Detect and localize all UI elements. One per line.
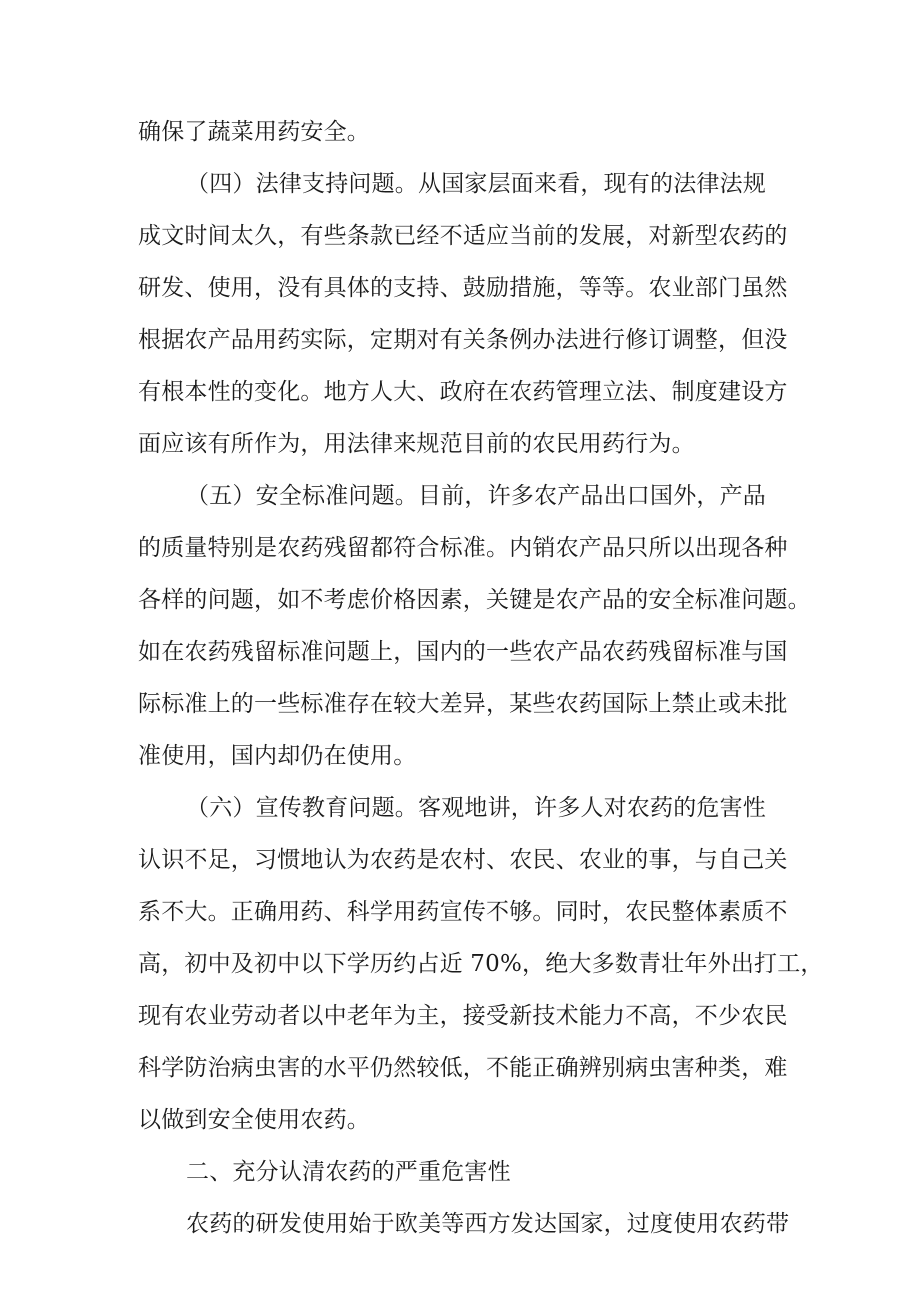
text-line: 农药的研发使用始于欧美等西方发达国家，过度使用农药带 [186,1211,790,1237]
text-line: （六）宣传教育问题。客观地讲，许多人对农药的危害性 [186,795,766,821]
text-line: 系不大。正确用药、科学用药宣传不够。同时，农民整体素质不 [138,899,788,925]
text-line: 高，初中及初中以下学历约占近 70%，绝大多数青壮年外出打工， [138,951,824,977]
text-line: 各样的问题，如不考虑价格因素，关键是农产品的安全标准问题。 [138,587,811,613]
text-line: 的质量特别是农药残留都符合标准。内销农产品只所以出现各种 [138,535,788,561]
text-line: 准使用，国内却仍在使用。 [138,743,417,769]
text-line: 现有农业劳动者以中老年为主，接受新技术能力不高，不少农民 [138,1003,788,1029]
document-body [138,106,824,1250]
paragraph-continuation [138,106,798,158]
text-line: （四）法律支持问题。从国家层面来看，现有的法律法规 [186,171,766,197]
text-line: 确保了蔬菜用药安全。 [138,119,370,145]
section-heading [138,1146,798,1198]
text-line: 科学防治病虫害的水平仍然较低，不能正确辨别病虫害种类，难 [138,1055,788,1081]
text-line: 根据农产品用药实际，定期对有关条例办法进行修订调整，但没 [138,327,788,353]
text-line: 际标准上的一些标准存在较大差异，某些农药国际上禁止或未批 [138,691,788,717]
text-line: 研发、使用，没有具体的支持、鼓励措施，等等。农业部门虽然 [138,275,788,301]
paragraph-pesticide-origin [138,1198,798,1250]
text-line: （五）安全标准问题。目前，许多农产品出口国外，产品 [186,483,766,509]
section-title: 二、充分认清农药的严重危害性 [186,1159,511,1185]
text-line: 成文时间太久，有些条款已经不适应当前的发展，对新型农药的 [138,223,788,249]
paragraph-publicity-education [138,782,824,1146]
text-line: 面应该有所作为，用法律来规范目前的农民用药行为。 [138,431,695,457]
text-line: 如在农药残留标准问题上，国内的一些农产品农药残留标准与国 [138,639,788,665]
text-line: 认识不足，习惯地认为农药是农村、农民、农业的事，与自己关 [138,847,788,873]
text-line: 有根本性的变化。地方人大、政府在农药管理立法、制度建设方 [138,379,788,405]
paragraph-legal-support [138,158,798,470]
paragraph-safety-standards [138,470,811,782]
text-line: 以做到安全使用农药。 [138,1107,370,1133]
